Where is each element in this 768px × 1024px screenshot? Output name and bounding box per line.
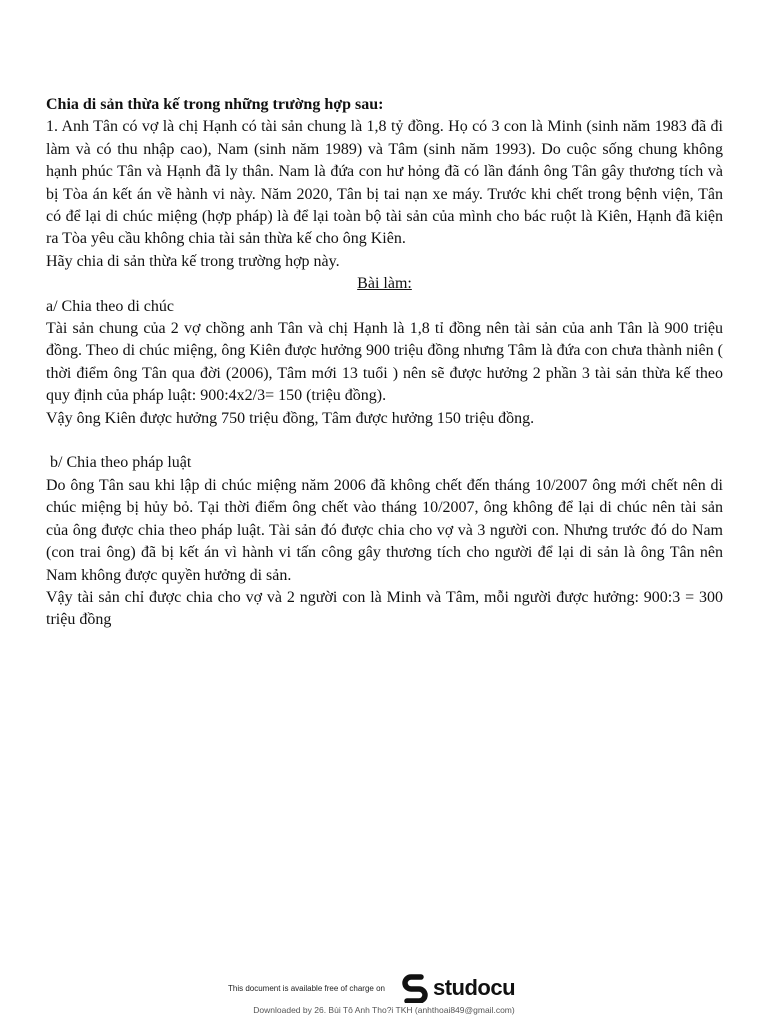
studocu-logo-link[interactable] [401,973,515,1003]
answer-title: Bài làm: [357,275,412,293]
studocu-brand-text: studocu [432,975,516,1000]
paragraph-spacer [46,430,723,452]
part-a-body: Tài sản chung của 2 vợ chồng anh Tân và chị Hạnh là 1,8 tỉ đồng nên tài sản của anh Tân là 900 triệu đồng. Theo di chúc miệng, ông Kiên được hưởng 900 triệu đồng nhưng Tâm là đứa con chưa thành niên ( thời điểm ông Tân qua đời (2006), Tâm mới 13 tuổi ) nên sẽ được hưởng 2 phần 3 tài sản thừa kế theo quy định của pháp luật: 900:4x2/3= 150 (triệu đồng). [46,320,723,405]
part-b-title: b/ Chia theo pháp luật [50,454,192,472]
footer-banner [228,970,515,1006]
part-b-conclusion: Vậy tài sản chỉ được chia cho vợ và 2 người con là Minh và Tâm, mỗi người được hưởng: 900:3 = 300 triệu đồng [46,588,723,629]
part-b-body: Do ông Tân sau khi lập di chúc miệng năm 2006 đã không chết đến tháng 10/2007 ông mới chết nên di chúc miệng bị hủy bỏ. Tại thời điểm ông chết vào tháng 10/2007, ông không để lại di chúc nên tài sản của ông được chia theo pháp luật. Tài sản đó được chia cho vợ và 3 người con. Nhưng trước đó do Nam (con trai ông) đã bị kết án vì hành vi tấn công gây thương tích cho người để lại di sản là ông Tân nên Nam không được quyền hưởng di sản. [46,476,723,584]
part-a-title: a/ Chia theo di chúc [46,297,174,315]
task-statement: Hãy chia di sản thừa kế trong trường hợp này. [46,252,340,270]
part-a-conclusion: Vậy ông Kiên được hưởng 750 triệu đồng, Tâm được hưởng 150 triệu đồng. [46,409,535,427]
document-heading: Chia di sản thừa kế trong những trường hợp sau: [46,96,384,113]
problem-statement: 1. Anh Tân có vợ là chị Hạnh có tài sản chung là 1,8 tỷ đồng. Họ có 3 con là Minh (sinh năm 1983 đã đi làm và có thu nhập cao), Nam (sinh năm 1989) và Tâm (sinh năm 1993). Do cuộc sống chung không hạnh phúc Tân và Hạnh đã ly thân. Nam là đứa con hư hỏng đã có lần đánh ông Tân gây thương tích và bị Tòa án kết án về hành vi này. Năm 2020, Tân bị tai nạn xe máy. Trước khi chết trong bệnh viện, Tân có để lại di chúc miệng (hợp pháp) là để lại toàn bộ tài sản của mình cho bác ruột là Kiên, Hạnh đã kiện ra Tòa yêu cầu không chia tài sản thừa kế cho ông Kiên. [46,118,723,248]
footer-availability-note: This document is available free of charge on [228,983,385,993]
page-footer [0,968,768,1024]
downloaded-by-note: Downloaded by 26. Bùi Tô Anh Tho?i TKH (anhthoai849@gmail.com) [253,1005,515,1015]
document-body [46,94,723,632]
studocu-logo-icon [401,973,429,1003]
